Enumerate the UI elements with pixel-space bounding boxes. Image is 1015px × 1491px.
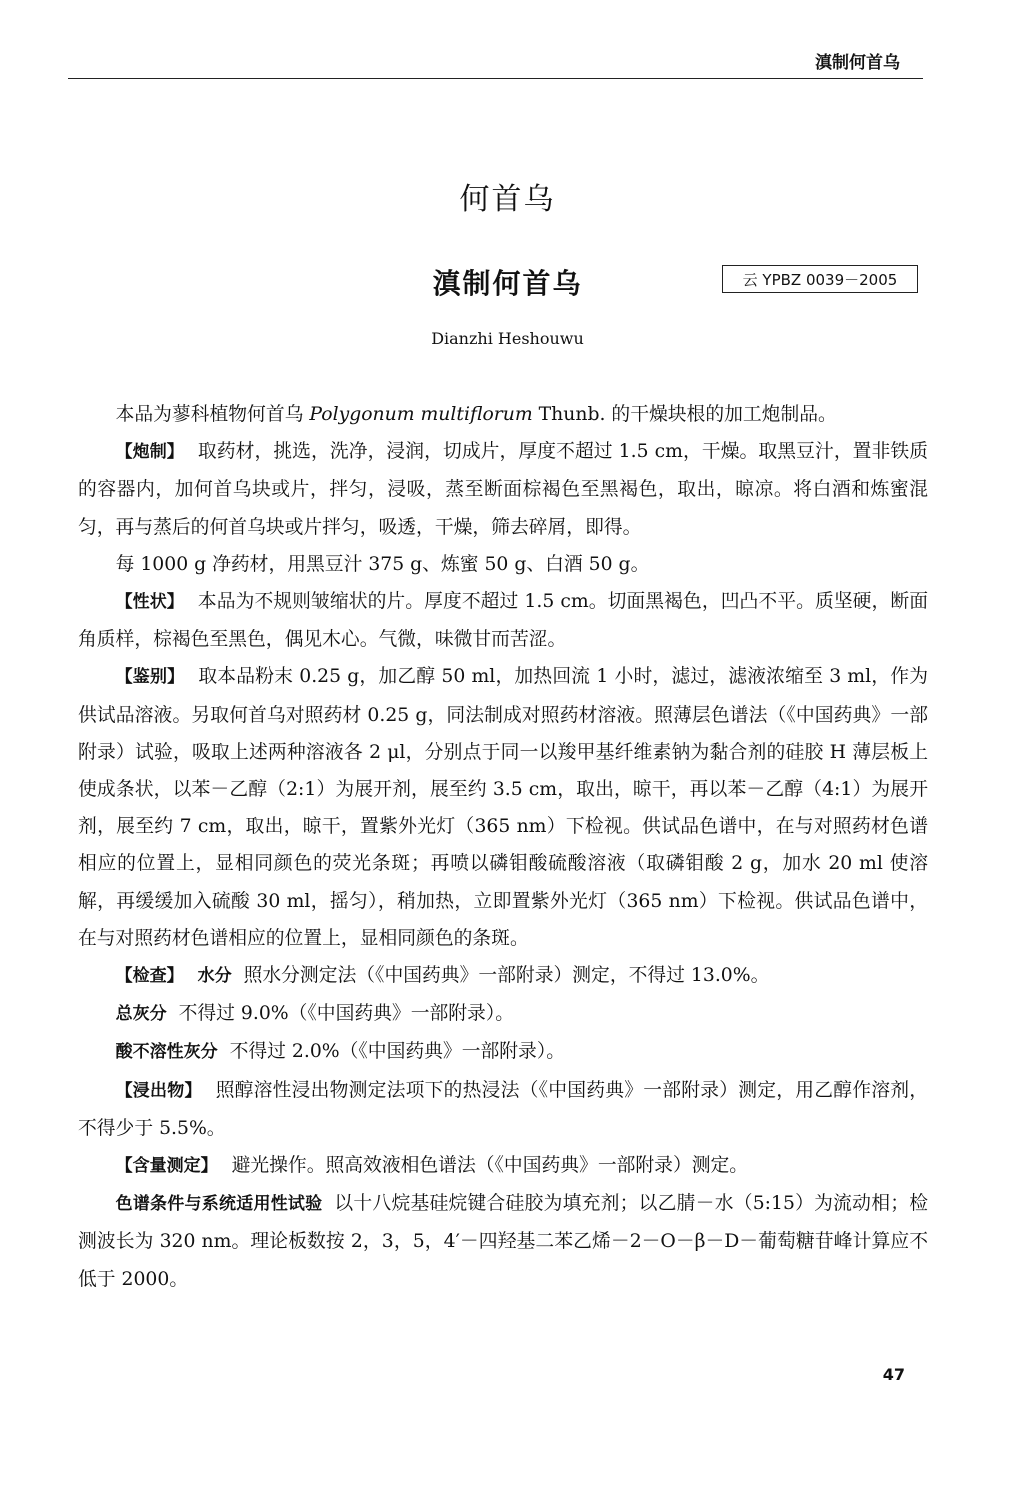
assay-text: 避光操作。照高效液相色谱法（《中国药典》一部附录）测定。 <box>231 1155 749 1177</box>
assay-conditions-label: 色谱条件与系统适用性试验 <box>115 1194 323 1215</box>
identification-paragraph <box>78 658 928 957</box>
identification-text: 取本品粉末 0.25 g，加乙醇 50 ml，加热回流 1 小时，滤过，滤液浓缩至 3 ml，作为供试品溶液。另取何首乌对照药材 0.25 g，同法制成对照药材溶液。照薄层色谱法（《中国药典》一部附录）试验，吸取上述两种溶液各 2 μl，分别点于同一以羧甲基纤维素钠为黏合剂的硅胶 H 薄层板上使成条状，以苯－乙醇（2:1）为展开剂，展至约 3.5 cm，取出，晾干，再以苯－乙醇（4:1）为展开剂，展至约 7 cm，取出，晾干，置紫外光灯（365 nm）下检视。供试品色谱中，在与对照药材色谱相应的位置上，显相同颜色的荧光条斑；再喷以磷钼酸硫酸溶液（取磷钼酸 2 g，加水 20 ml 使溶解，再缓缓加入硫酸 30 ml，摇匀），稍加热，立即置紫外光灯（365 nm）下检视。供试品色谱中，在与对照药材色谱相应的位置上，显相同颜色的条斑。 <box>78 666 929 949</box>
total-ash-label: 总灰分 <box>115 1004 167 1025</box>
acid-ash-paragraph <box>78 1033 928 1071</box>
extractives-text: 照醇溶性浸出物测定法项下的热浸法（《中国药典》一部附录）测定，用乙醇作溶剂，不得少于 5.5%。 <box>78 1079 929 1139</box>
page-number: 47 <box>882 1365 905 1384</box>
moisture-text: 照水分测定法（《中国药典》一部附录）测定，不得过 13.0%。 <box>243 965 770 987</box>
intro-paragraph <box>78 396 928 433</box>
assay-label: 【含量测定】 <box>115 1156 218 1177</box>
inspection-label: 【检查】 <box>115 966 184 987</box>
standard-code-box: 云 YPBZ 0039－2005 <box>722 265 918 293</box>
processing-label: 【炮制】 <box>115 442 184 463</box>
acid-ash-text: 不得过 2.0%（《中国药典》一部附录）。 <box>229 1041 565 1063</box>
processing-paragraph <box>78 433 928 546</box>
total-ash-paragraph <box>78 995 928 1033</box>
moisture-label: 水分 <box>197 966 232 987</box>
description-text: 本品为不规则皱缩状的片。厚度不超过 1.5 cm。切面黑褐色，凹凸不平。质坚硬，断面角质样，棕褐色至黑色，偶见木心。气微，味微甘而苦涩。 <box>78 591 929 651</box>
intro-text: 本品为蓼科植物何首乌 <box>115 404 310 425</box>
total-ash-text: 不得过 9.0%（《中国药典》一部附录）。 <box>178 1003 514 1025</box>
assay-conditions-text: 以十八烷基硅烷键合硅胶为填充剂；以乙腈－水（5:15）为流动相；检测波长为 320 nm。理论板数按 2，3，5，4′－四羟基二苯乙烯－2－O－β－D－葡萄糖苷峰计算应不低于 2000。 <box>78 1193 928 1290</box>
extractives-label: 【浸出物】 <box>115 1080 202 1101</box>
latin-name: Polygonum multiflorum <box>309 404 533 425</box>
description-label: 【性状】 <box>115 592 184 613</box>
acid-ash-label: 酸不溶性灰分 <box>115 1042 218 1063</box>
identification-label: 【鉴别】 <box>115 667 185 688</box>
running-header-title: 滇制何首乌 <box>815 53 900 73</box>
entry-pinyin: Dianzhi Heshouwu <box>431 329 584 348</box>
intro-text-after: Thunb. 的干燥块根的加工炮制品。 <box>532 404 837 425</box>
header-rule <box>68 78 923 79</box>
extractives-paragraph <box>78 1072 928 1147</box>
processing-ratio: 每 1000 g 净药材，用黑豆汁 375 g、炼蜜 50 g、白酒 50 g。 <box>115 553 650 575</box>
assay-conditions-paragraph <box>78 1185 928 1298</box>
processing-text: 取药材，挑选，洗净，浸润，切成片，厚度不超过 1.5 cm，干燥。取黑豆汁，置非铁质的容器内，加何首乌块或片，拌匀，浸吸，蒸至断面棕褐色至黑褐色，取出，晾凉。将白酒和炼蜜混匀，再与蒸后的何首乌块或片拌匀，吸透，干燥，筛去碎屑，即得。 <box>78 441 929 538</box>
section-title: 何首乌 <box>459 182 556 217</box>
assay-paragraph <box>78 1147 928 1185</box>
monograph-body <box>78 396 928 1298</box>
entry-title: 滇制何首乌 <box>432 267 583 300</box>
description-paragraph <box>78 583 928 658</box>
inspection-paragraph <box>78 957 928 995</box>
